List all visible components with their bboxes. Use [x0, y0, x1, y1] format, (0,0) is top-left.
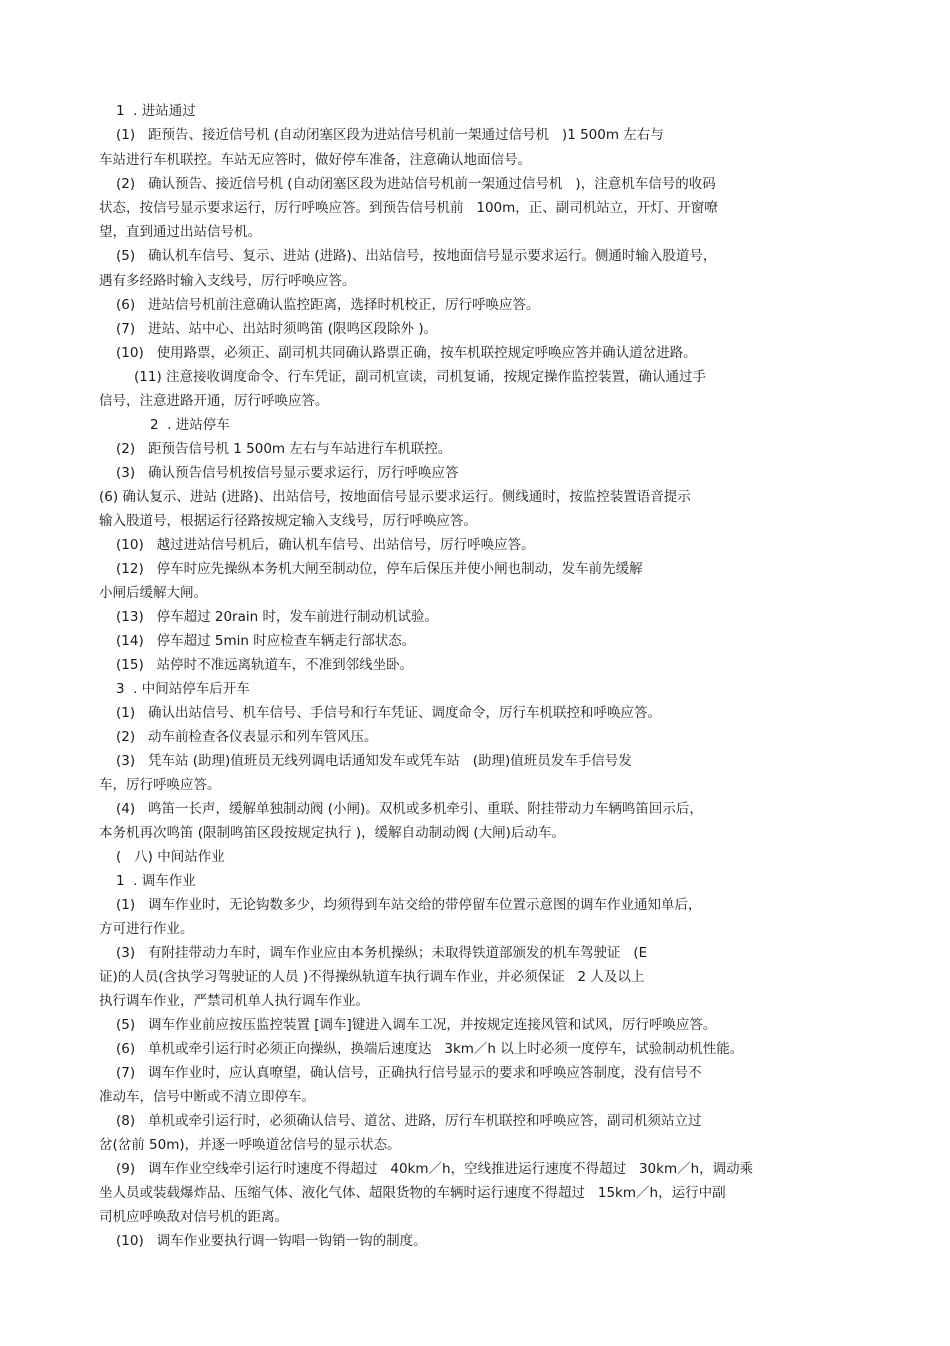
heading-1: 1 . 进站通过 — [116, 103, 196, 119]
paragraph-line: (6) 单机或牵引运行时必须正向操纵，换端后速度达 3km／h 以上时必须一度停车，试验制动机性能。 — [116, 1041, 744, 1057]
paragraph-line: (10) 使用路票，必须正、副司机共同确认路票正确，按车机联控规定呼唤应答并确认道岔进路。 — [116, 345, 697, 361]
paragraph-line: (13) 停车超过 20rain 时，发车前进行制动机试验。 — [116, 609, 438, 625]
paragraph-line: (5) 调车作业前应按压监控装置 [调车]键进入调车工况，并按规定连接风管和试风，厉行呼唤应答。 — [116, 1017, 717, 1033]
paragraph-line: (10) 调车作业要执行调一钩唱一钩销一钩的制度。 — [116, 1233, 427, 1249]
paragraph-line: (14) 停车超过 5min 时应检查车辆走行部状态。 — [116, 633, 416, 649]
paragraph-line: (10) 越过进站信号机后，确认机车信号、出站信号，厉行呼唤应答。 — [116, 537, 535, 553]
paragraph-line: (5) 确认机车信号、复示、进站 (进路)、出站信号，按地面信号显示要求运行。侧通时输入股道号， — [116, 248, 717, 264]
paragraph-line: 信号，注意进路开通，厉行呼唤应答。 — [99, 393, 329, 409]
paragraph-line: 司机应呼唤敌对信号机的距离。 — [99, 1209, 288, 1225]
paragraph-line: (3) 有附挂带动力车时，调车作业应由本务机操纵；未取得铁道部颁发的机车驾驶证 (E — [116, 945, 648, 961]
paragraph-line: (7) 调车作业时，应认真嘹望，确认信号，正确执行信号显示的要求和呼唤应答制度，没有信号不 — [116, 1065, 702, 1081]
paragraph-line: 准动车，信号中断或不清立即停车。 — [99, 1089, 315, 1105]
paragraph-line: (4) 鸣笛一长声，缓解单独制动阀 (小闸)。双机或多机牵引、重联、附挂带动力车辆鸣笛回示后， — [116, 801, 703, 817]
paragraph-line: (11) 注意接收调度命令、行车凭证，副司机宣读，司机复诵，按规定操作监控装置，确认通过手 — [134, 369, 707, 385]
paragraph-line: 车站进行车机联控。车站无应答时，做好停车准备，注意确认地面信号。 — [99, 152, 531, 168]
paragraph-line: (12) 停车时应先操纵本务机大闸至制动位，停车后保压并使小闸也制动，发车前先缓解 — [116, 561, 643, 577]
paragraph-line: 证)的人员(含执学习驾驶证的人员 )不得操纵轨道车执行调车作业，并必须保证 2 人及以上 — [99, 969, 645, 985]
paragraph-line: (15) 站停时不准远离轨道车，不准到邻线坐卧。 — [116, 657, 414, 673]
paragraph-line: (2) 确认预告、接近信号机 (自动闭塞区段为进站信号机前一架通过信号机 )，注意机车信号的收码 — [116, 176, 716, 192]
paragraph-line: (2) 动车前检查各仪表显示和列车管风压。 — [116, 729, 378, 745]
paragraph-line: 方可进行作业。 — [99, 921, 194, 937]
paragraph-line: (6) 确认复示、进站 (进路)、出站信号，按地面信号显示要求运行。侧线通时，按监控装置语音提示 — [99, 489, 691, 505]
paragraph-line: 遇有多经路时输入支线号，厉行呼唤应答。 — [99, 273, 356, 289]
paragraph-line: (8) 单机或牵引运行时，必须确认信号、道岔、进路，厉行车机联控和呼唤应答，副司机须站立过 — [116, 1113, 702, 1129]
section-heading: ( 八) 中间站作业 — [116, 849, 225, 865]
heading-4: 1 . 调车作业 — [116, 873, 196, 889]
paragraph-line: 小闸后缓解大闸。 — [99, 585, 207, 601]
paragraph-line: 岔(岔前 50m)，并逐一呼唤道岔信号的显示状态。 — [99, 1137, 401, 1153]
paragraph-line: 输入股道号，根据运行径路按规定输入支线号，厉行呼唤应答。 — [99, 513, 477, 529]
paragraph-line: (9) 调车作业空线牵引运行时速度不得超过 40km／h，空线推进运行速度不得超过 30km／h，调动乘 — [116, 1161, 754, 1177]
paragraph-line: (6) 进站信号机前注意确认监控距离，选择时机校正，厉行呼唤应答。 — [116, 297, 540, 313]
paragraph-line: 状态，按信号显示要求运行，厉行呼唤应答。到预告信号机前 100m，正、副司机站立，开灯、开窗嘹 — [99, 200, 718, 216]
paragraph-line: (7) 进站、站中心、出站时须鸣笛 (限鸣区段除外 )。 — [116, 321, 438, 337]
paragraph-line: (1) 距预告、接近信号机 (自动闭塞区段为进站信号机前一架通过信号机 )1 500m 左右与 — [116, 127, 664, 143]
heading-2: 2 . 进站停车 — [150, 417, 230, 433]
paragraph-line: 车，厉行呼唤应答。 — [99, 777, 221, 793]
paragraph-line: (1) 确认出站信号、机车信号、手信号和行车凭证、调度命令，厉行车机联控和呼唤应答。 — [116, 705, 661, 721]
paragraph-line: (3) 凭车站 (助理)值班员无线列调电话通知发车或凭车站 (助理)值班员发车手信号发 — [116, 753, 632, 769]
paragraph-line: 望，直到通过出站信号机。 — [99, 224, 261, 240]
paragraph-line: (3) 确认预告信号机按信号显示要求运行，厉行呼唤应答 — [116, 465, 459, 481]
paragraph-line: (2) 距预告信号机 1 500m 左右与车站进行车机联控。 — [116, 441, 452, 457]
paragraph-line: (1) 调车作业时，无论钩数多少，均须得到车站交给的带停留车位置示意图的调车作业通知单后， — [116, 897, 702, 913]
paragraph-line: 执行调车作业，严禁司机单人执行调车作业。 — [99, 993, 369, 1009]
heading-3: 3 . 中间站停车后开车 — [116, 681, 250, 697]
paragraph-line: 坐人员或装载爆炸品、压缩气体、液化气体、超限货物的车辆时运行速度不得超过 15km／h，运行中副 — [99, 1185, 726, 1201]
paragraph-line: 本务机再次鸣笛 (限制鸣笛区段按规定执行 )，缓解自动制动阀 (大闸)后动车。 — [99, 825, 565, 841]
